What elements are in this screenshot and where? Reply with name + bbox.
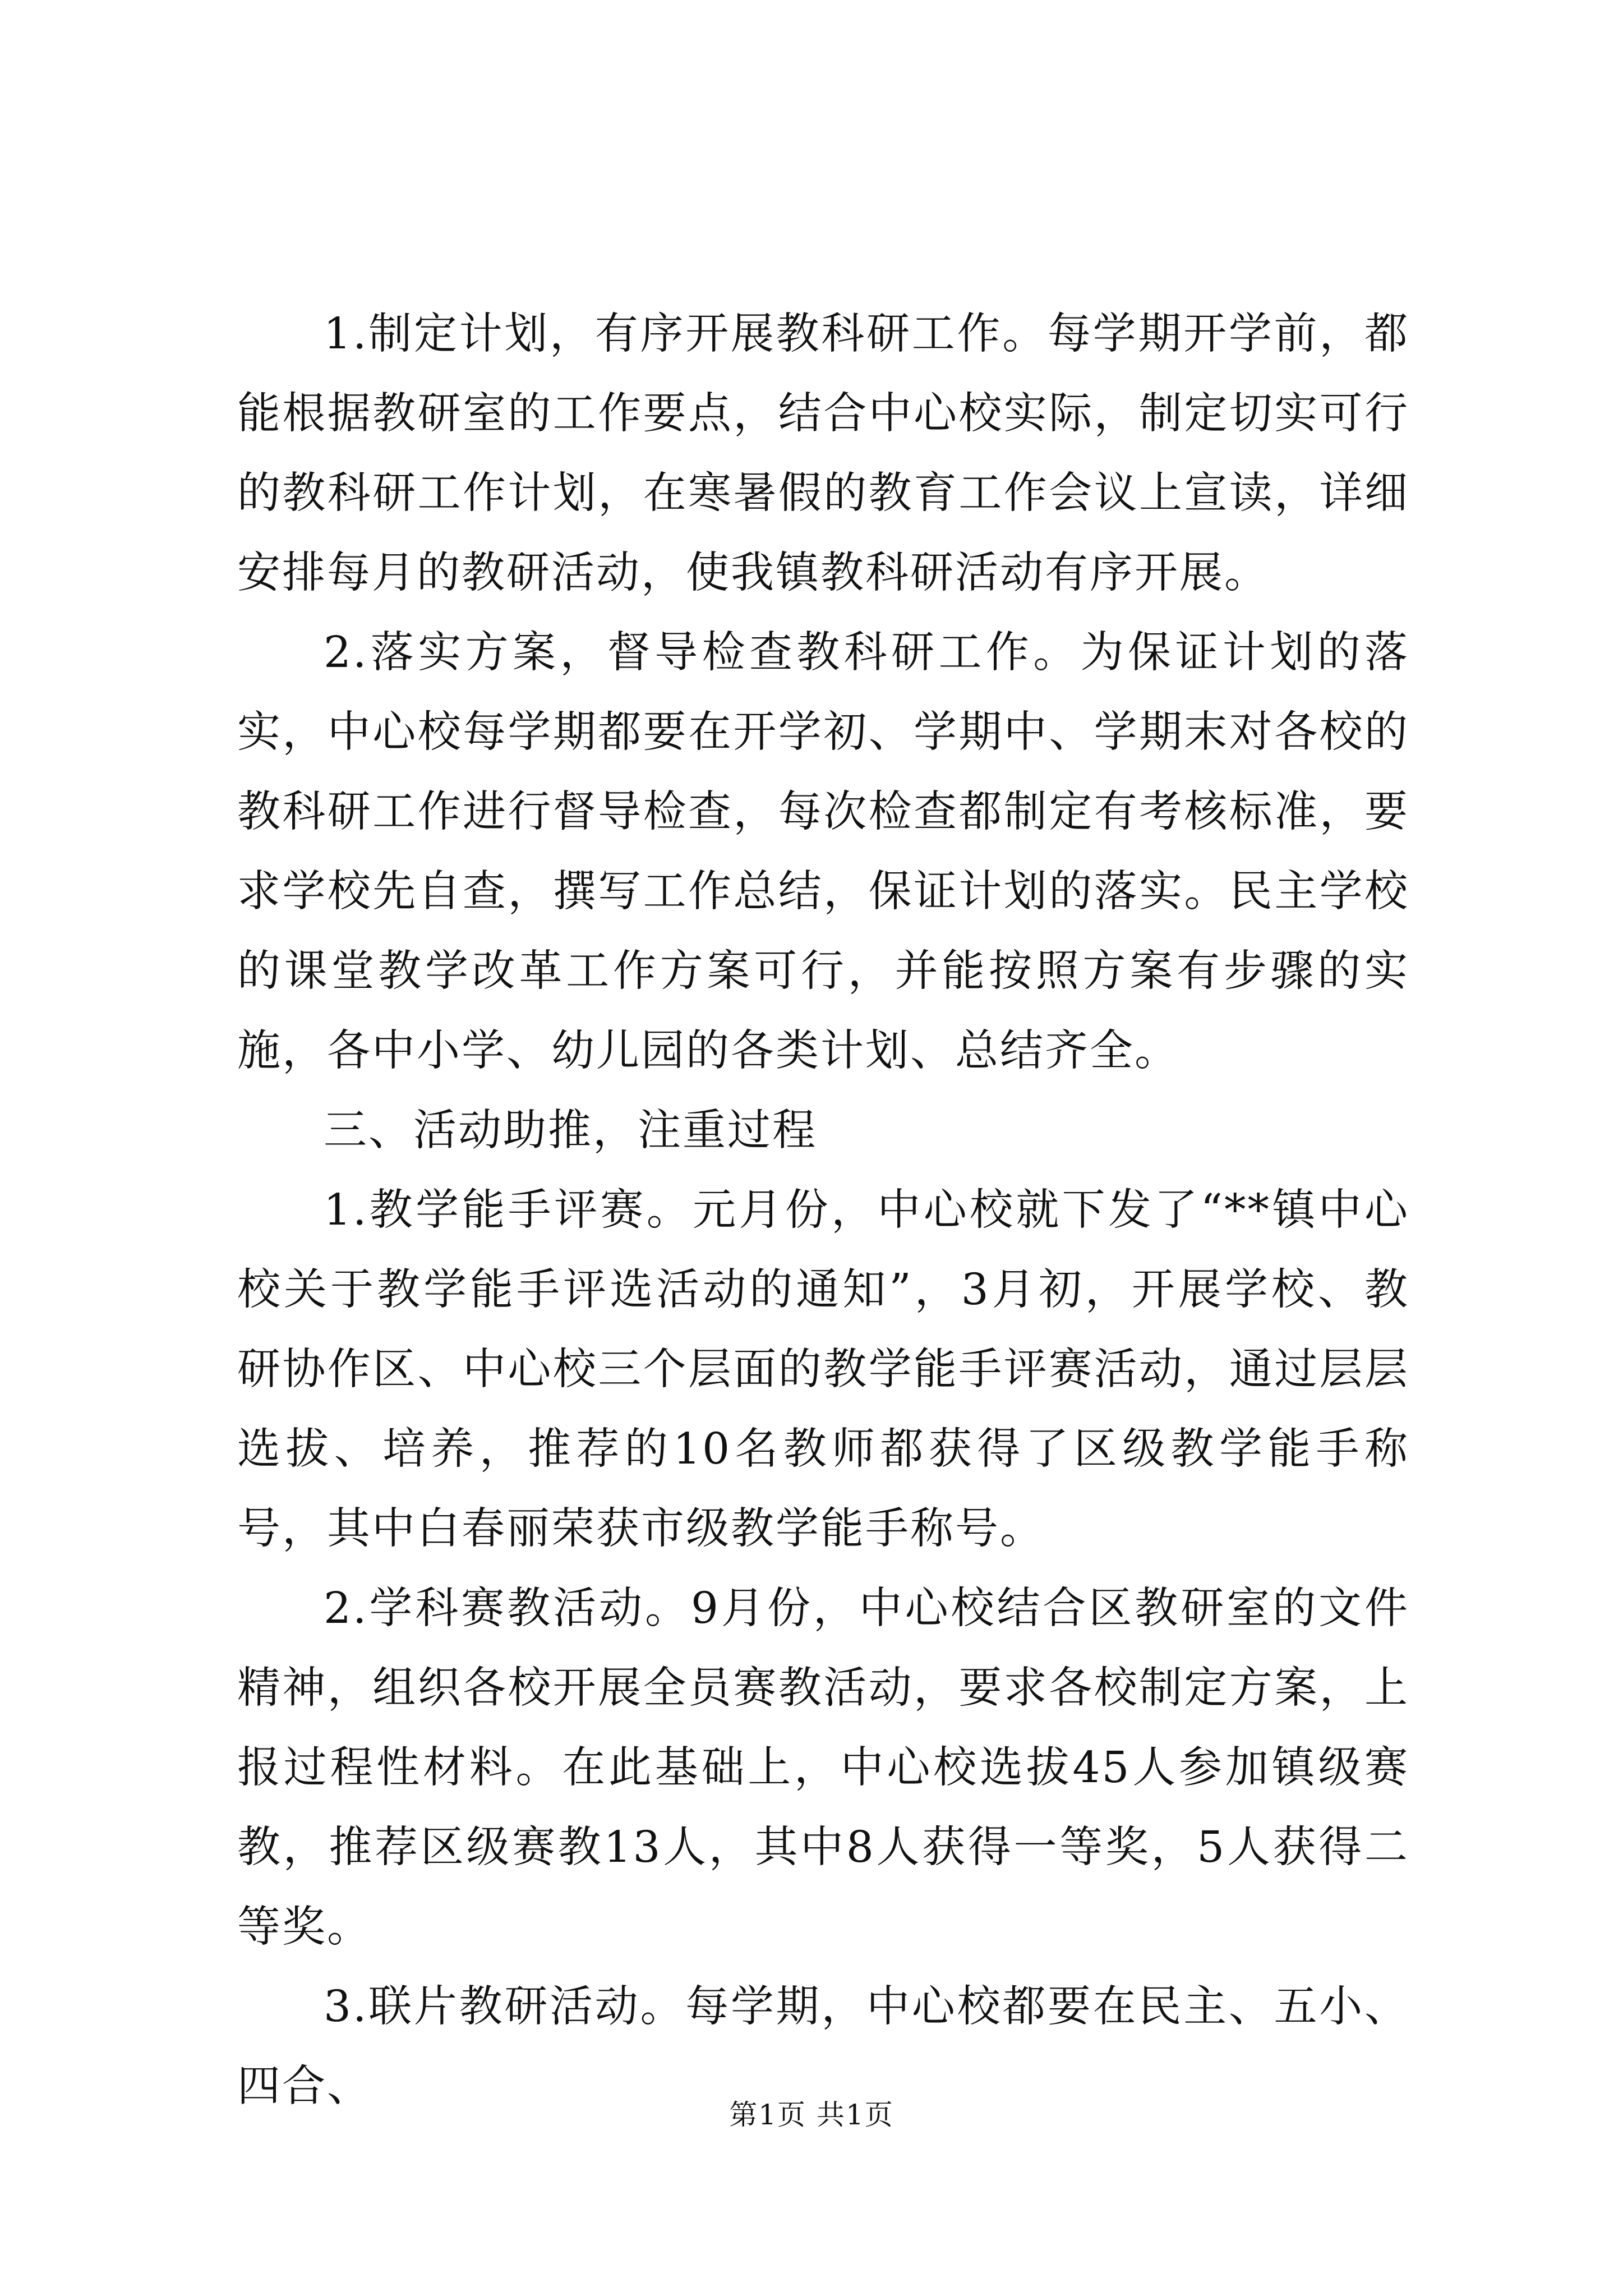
paragraph-teaching-expert: 1.教学能手评赛。元月份，中心校就下发了“**镇中心校关于教学能手评选活动的通知”，3月初，开展学校、教研协作区、中心校三个层面的教学能手评赛活动，通过层层选拔、培养，推荐的10名教师都获得了区级教学能手称号，其中白春丽荣获市级教学能手称号。 <box>237 1185 1409 1554</box>
paragraph-joint-research: 3.联片教研活动。每学期，中心校都要在民主、五小、四合、 <box>237 1982 1409 2111</box>
page-number-footer: 第1页 共1页 <box>729 2099 894 2131</box>
paragraph-subject-contest: 2.学科赛教活动。9月份，中心校结合区教研室的文件精神，组织各校开展全员赛教活动，要求各校制定方案，上报过程性材料。在此基础上，中心校选拔45人参加镇级赛教，推荐区级赛教13人，其中8人获得一等奖，5人获得二等奖。 <box>237 1584 1409 1952</box>
section-heading-activities: 三、活动助推，注重过程 <box>324 1106 817 1156</box>
paragraph-implementation: 2.落实方案，督导检查教科研工作。为保证计划的落实，中心校每学期都要在开学初、学期中、学期末对各校的教科研工作进行督导检查，每次检查都制定有考核标准，要求学校先自查，撰写工作总结，保证计划的落实。民主学校的课堂教学改革工作方案可行，并能按照方案有步骤的实施，各中小学、幼儿园的各类计划、总结齐全。 <box>237 628 1409 1076</box>
paragraph-plan: 1.制定计划，有序开展教科研工作。每学期开学前，都能根据教研室的工作要点，结合中心校实际，制定切实可行的教科研工作计划，在寒暑假的教育工作会议上宣读，详细安排每月的教研活动，使我镇教科研活动有序开展。 <box>237 309 1409 598</box>
document-body <box>237 295 1409 2127</box>
